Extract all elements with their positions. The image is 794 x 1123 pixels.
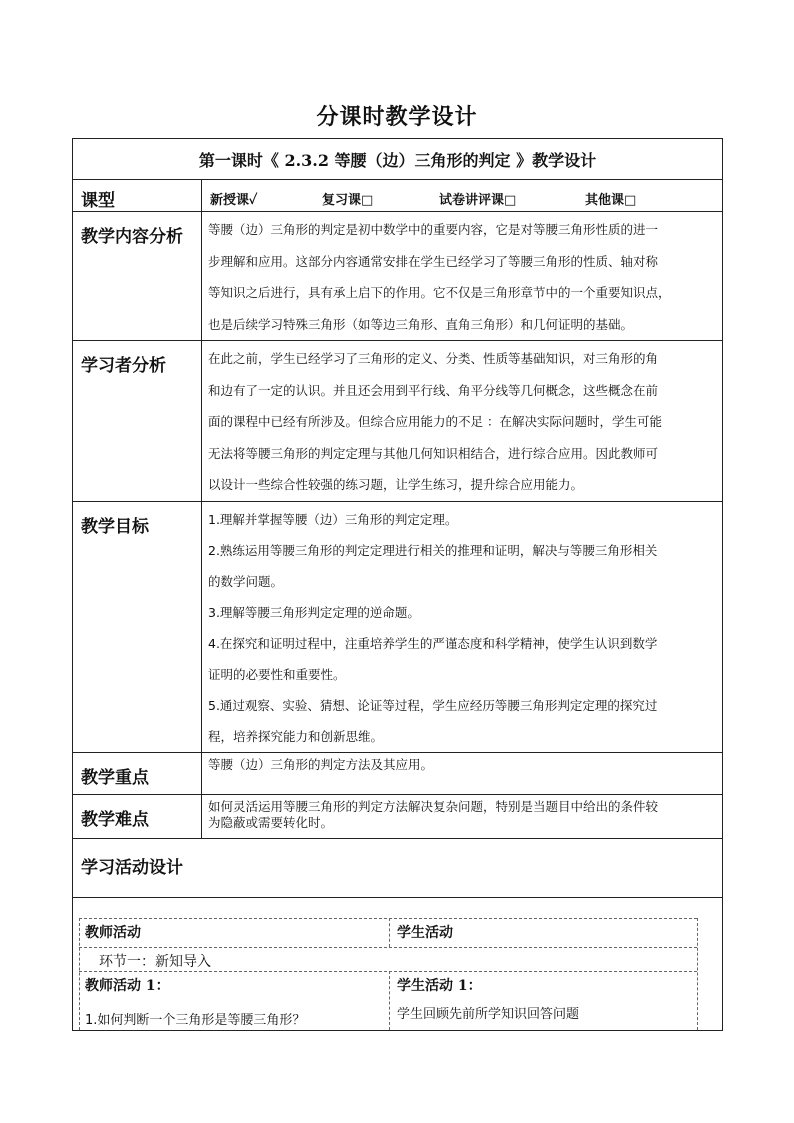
text-line: 如何灵活运用等腰三角形的判定方法解决复杂问题，特别是当题目中给出的条件较 bbox=[208, 798, 659, 814]
text-line: 在此之前，学生已经学习了三角形的定义、分类、性质等基础知识，对三角形的角 bbox=[208, 351, 659, 366]
option-review-lesson: 复习课□ bbox=[322, 193, 374, 208]
teacher-activity-title: 教师活动 1： bbox=[85, 977, 170, 994]
text-line: 无法将等腰三角形的判定定理与其他几何知识相结合，进行综合应用。因此教师可 bbox=[208, 445, 659, 461]
activity-design-cell bbox=[73, 897, 723, 1030]
option-exam-review-lesson: 试卷讲评课□ bbox=[439, 193, 517, 208]
text-line: 和边有了一定的认识。并且还会用到平行线、角平分线等几何概念，这些概念在前 bbox=[208, 382, 659, 398]
objective-line: 证明的必要性和重要性。 bbox=[208, 666, 346, 682]
objective-line: 1.理解并掌握等腰（边）三角形的判定定理。 bbox=[208, 511, 458, 527]
text-line: 步理解和应用。这部分内容通常安排在学生已经学习了等腰三角形的性质、轴对称 bbox=[208, 253, 659, 269]
section-title: 环节一：新知导入 bbox=[99, 953, 211, 970]
objective-line: 5.通过观察、实验、猜想、论证等过程，学生应经历等腰三角形判定定理的探究过 bbox=[208, 697, 658, 713]
text-line: 也是后续学习特殊三角形（如等边三角形、直角三角形）和几何证明的基础。 bbox=[208, 316, 634, 332]
objective-line: 3.理解等腰三角形判定定理的逆命题。 bbox=[208, 604, 420, 620]
text-line: 等腰（边）三角形的判定是初中数学中的重要内容，它是对等腰三角形性质的进一 bbox=[208, 222, 659, 237]
text-line: 以设计一些综合性较强的练习题，让学生练习，提升综合应用能力。 bbox=[208, 477, 584, 492]
activity-design-label: 学习活动设计 bbox=[73, 838, 723, 897]
lesson-design-table bbox=[72, 138, 723, 1031]
difficulties-label: 教学难点 bbox=[73, 794, 202, 838]
student-activity-title: 学生活动 1： bbox=[397, 977, 482, 994]
student-activity-header: 学生活动 bbox=[397, 924, 453, 941]
student-activity-text: 学生回顾先前所学知识回答问题 bbox=[397, 1006, 580, 1022]
course-type-options bbox=[202, 180, 723, 212]
text-line: 等知识之后进行，具有承上启下的作用。它不仅是三角形章节中的一个重要知识点， bbox=[208, 285, 671, 300]
learner-analysis-text bbox=[202, 341, 723, 502]
option-new-lesson: 新授课✓ bbox=[210, 193, 258, 208]
option-other-lesson: 其他课□ bbox=[585, 193, 637, 208]
objective-line: 4.在探究和证明过程中，注重培养学生的严谨态度和科学精神，使学生认识到数学 bbox=[208, 635, 658, 651]
difficulties-text bbox=[202, 794, 723, 838]
course-type-label: 课型 bbox=[73, 180, 202, 212]
content-analysis-label: 教学内容分析 bbox=[73, 212, 202, 341]
text-line: 面的课程中已经有所涉及。但综合应用能力的不足 ：在解决实际问题时，学生可能 bbox=[208, 414, 662, 429]
objective-line: 程，培养探究能力和创新思维。 bbox=[208, 728, 384, 744]
objective-line: 2.熟练运用等腰三角形的判定定理进行相关的推理和证明，解决与等腰三角形相关 bbox=[208, 542, 658, 558]
text-line: 为隐蔽或需要转化时。 bbox=[208, 814, 334, 830]
key-points-label: 教学重点 bbox=[73, 752, 202, 794]
key-points-text: 等腰（边）三角形的判定方法及其应用。 bbox=[202, 752, 723, 794]
objectives-text bbox=[202, 501, 723, 752]
objective-line: 的数学问题。 bbox=[208, 573, 284, 589]
teacher-activity-text: 1.如何判断一个三角形是等腰三角形？ bbox=[85, 1012, 306, 1028]
objectives-label: 教学目标 bbox=[73, 501, 202, 752]
content-analysis-text bbox=[202, 212, 723, 341]
lesson-header: 第一课时《 2.3.2 等腰（边）三角形的判定 》教学设计 bbox=[73, 139, 723, 180]
page-title: 分课时教学设计 bbox=[316, 104, 478, 130]
learner-analysis-label: 学习者分析 bbox=[73, 341, 202, 502]
teacher-activity-header: 教师活动 bbox=[85, 924, 141, 941]
